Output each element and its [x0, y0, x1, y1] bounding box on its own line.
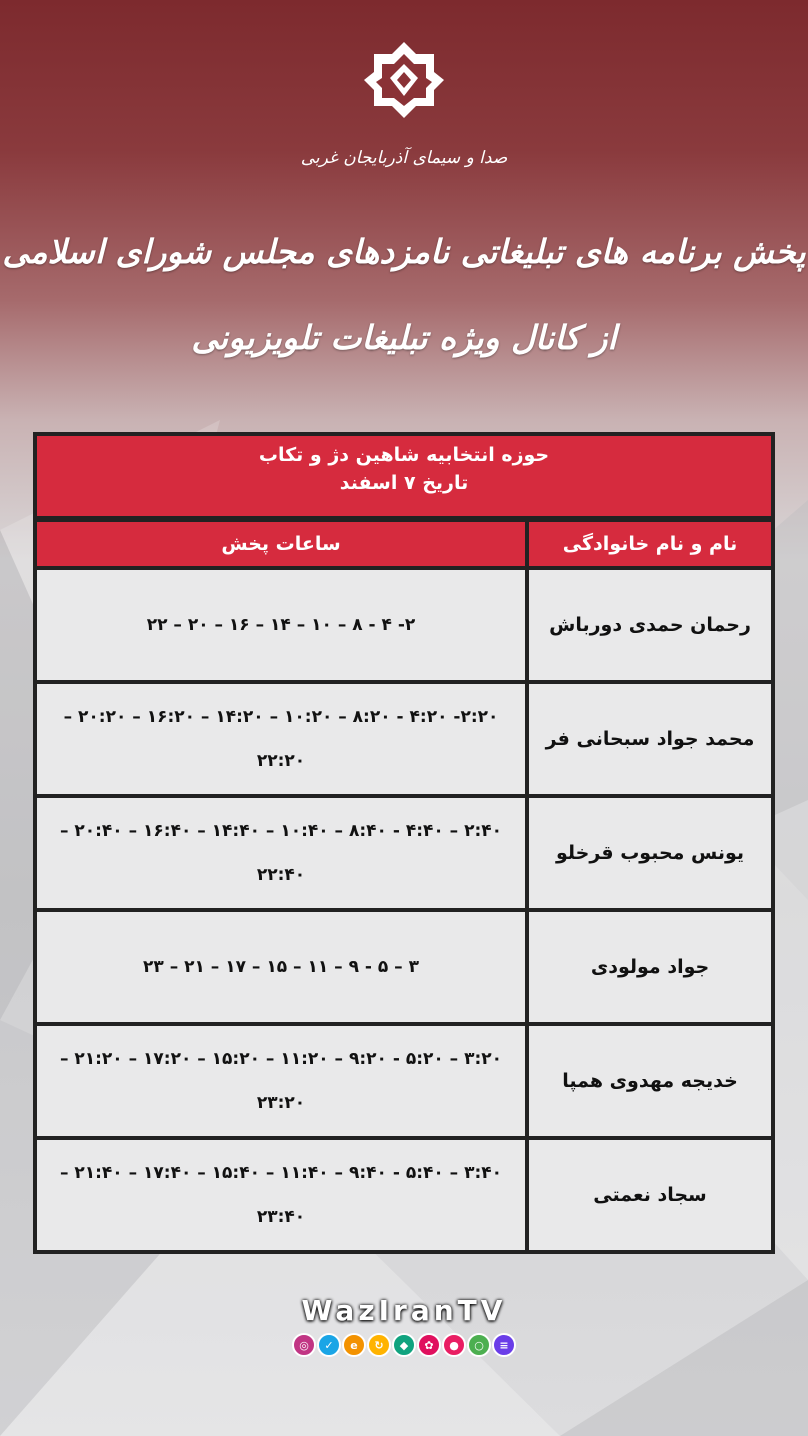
candidate-name: محمد جواد سبحانی فر: [529, 684, 771, 794]
broadcast-times: ۳:۴۰ – ۵:۴۰ - ۹:۴۰ – ۱۱:۴۰ – ۱۵:۴۰ – ۱۷:۴۰ – ۲۱:۴۰ – ۲۳:۴۰: [37, 1140, 525, 1250]
table-header: [37, 436, 771, 516]
broadcaster-name: صدا و سیمای آذربایجان غربی: [300, 148, 508, 168]
district-title: حوزه انتخابیه شاهین دژ و تکاب: [258, 444, 550, 466]
page-subtitle: از کانال ویژه تبلیغات تلویزیونی: [191, 318, 617, 357]
page-title: پخش برنامه های تبلیغاتی نامزدهای مجلس شورای اسلامی: [2, 232, 806, 271]
gap-icon[interactable]: ↻: [367, 1333, 391, 1357]
broadcast-schedule-table: [33, 432, 775, 1254]
check-icon[interactable]: ✓: [317, 1333, 341, 1357]
candidate-name: خدیجه مهدوی همپا: [529, 1026, 771, 1136]
broadcast-times: ۳ – ۵ - ۹ – ۱۱ – ۱۵ – ۱۷ – ۲۱ – ۲۳: [37, 912, 525, 1022]
social-icons-row: [292, 1333, 516, 1359]
soroush-icon[interactable]: ●: [442, 1333, 466, 1357]
candidate-name: یونس محبوب قرخلو: [529, 798, 771, 908]
aparat-icon[interactable]: ✿: [417, 1333, 441, 1357]
candidate-name: جواد مولودی: [529, 912, 771, 1022]
column-header-times: ساعات پخش: [37, 522, 525, 566]
rubika-icon[interactable]: ≡: [492, 1333, 516, 1357]
broadcast-times: ۳:۲۰ – ۵:۲۰ - ۹:۲۰ – ۱۱:۲۰ – ۱۵:۲۰ – ۱۷:۲۰ – ۲۱:۲۰ – ۲۳:۲۰: [37, 1026, 525, 1136]
broadcast-times: ۲:۴۰ – ۴:۴۰ - ۸:۴۰ – ۱۰:۴۰ – ۱۴:۴۰ – ۱۶:۴۰ – ۲۰:۴۰ – ۲۲:۴۰: [37, 798, 525, 908]
date-label: تاریخ ۷ اسفند: [339, 472, 469, 494]
bale-icon[interactable]: ◆: [392, 1333, 416, 1357]
candidate-name: رحمان حمدی دورباش: [529, 570, 771, 680]
watermark: WazIranTV: [301, 1294, 507, 1327]
broadcast-times: ۲- ۴ - ۸ – ۱۰ – ۱۴ – ۱۶ – ۲۰ – ۲۲: [37, 570, 525, 680]
igap-icon[interactable]: ○: [467, 1333, 491, 1357]
broadcaster-logo-icon: [364, 40, 444, 120]
broadcast-times: ۲:۲۰- ۴:۲۰ - ۸:۲۰ – ۱۰:۲۰ – ۱۴:۲۰ – ۱۶:۲۰ – ۲۰:۲۰ – ۲۲:۲۰: [37, 684, 525, 794]
eitaa-icon[interactable]: e: [342, 1333, 366, 1357]
candidate-name: سجاد نعمتی: [529, 1140, 771, 1250]
instagram-icon[interactable]: ◎: [292, 1333, 316, 1357]
column-header-name: نام و نام خانوادگی: [529, 522, 771, 566]
